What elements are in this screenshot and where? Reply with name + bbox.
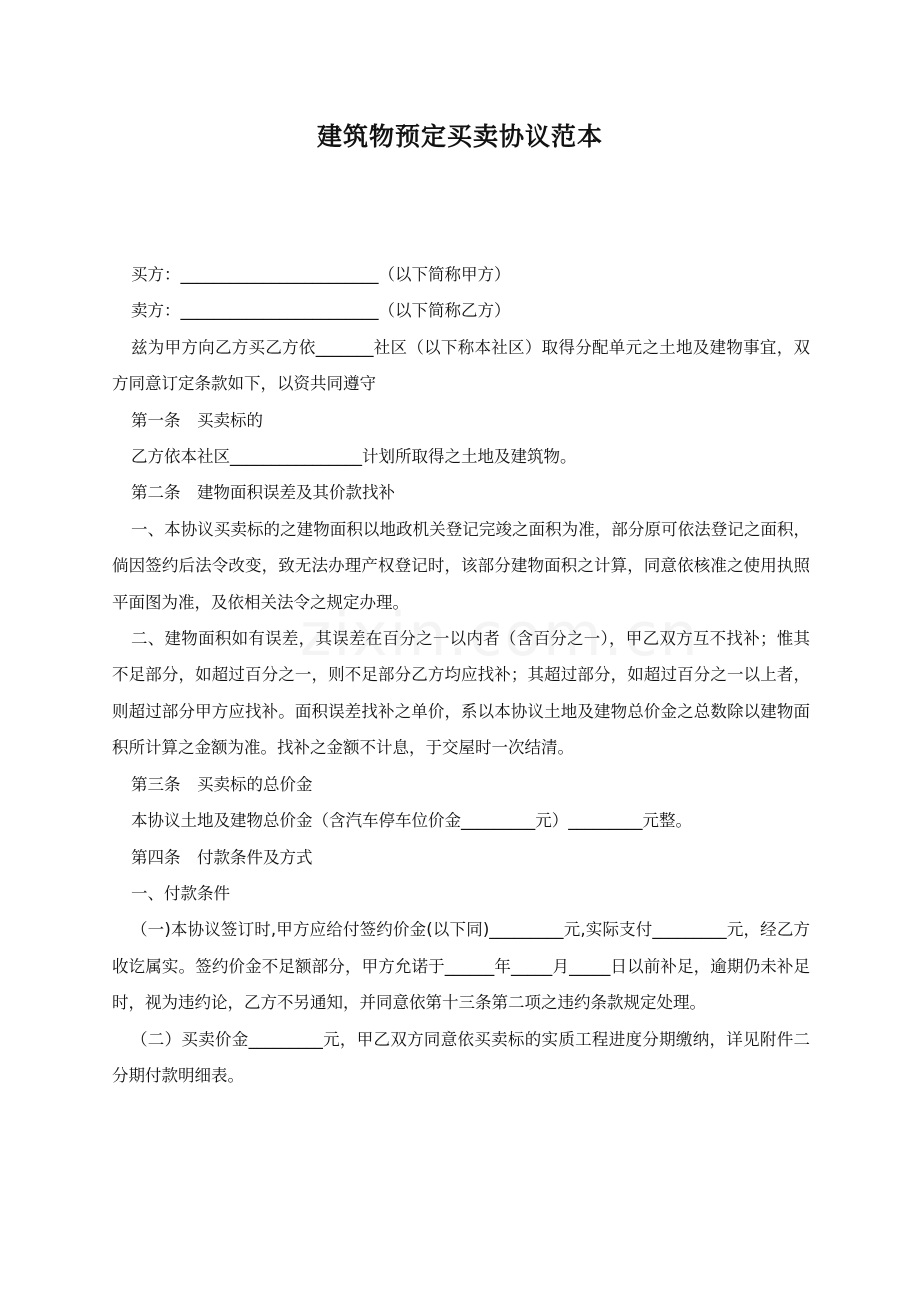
article-3-text: 本协议土地及建物总价金（含汽车停车位价金_________元）_________元整。 — [131, 811, 692, 831]
buyer-line: 买方：________________________（以下简称甲方） — [131, 265, 511, 284]
article-3-heading: 第三条 买卖标的总价金 — [131, 774, 313, 794]
article-2-clause-1: 一、本协议买卖标的之建物面积以地政机关登记完竣之面积为准，部分原可依法登记之面积，倘因签约后法令改变，致无法办理产权登记时，该部分建物面积之计算，同意依核准之使用执照平面图为准，及依相关法令之规定办理。 — [112, 519, 810, 612]
article-4-heading: 第四条 付款条件及方式 — [131, 847, 313, 867]
payment-clause-1: （一)本协议签订时,甲方应给付签约价金(以下同)_________元,实际支付_________元，经乙方收讫属实。签约价金不足额部分，甲方允诺于______年_____月_____日以前补足，逾期仍未补足时，视为违约论，乙方不另通知，并同意依第十三条第二项之违约条款规定处理。 — [112, 920, 810, 1013]
document-title: 建筑物预定买卖协议范本 — [316, 122, 603, 151]
document-body — [112, 257, 810, 1094]
article-1-heading: 第一条 买卖标的 — [131, 410, 263, 430]
payment-clause-2: （二）买卖价金_________元，甲乙双方同意依买卖标的实质工程进度分期缴纳，详见附件二分期付款明细表。 — [112, 1029, 810, 1085]
article-1-text: 乙方依本社区________________计划所取得之土地及建筑物。 — [131, 447, 577, 467]
article-2-heading: 第二条 建物面积误差及其价款找补 — [131, 483, 395, 503]
preamble-paragraph: 兹为甲方向乙方买乙方依_______社区（以下称本社区）取得分配单元之土地及建物事宜，双方同意订定条款如下，以资共同遵守 — [112, 337, 810, 394]
article-2-clause-2: 二、建物面积如有误差，其误差在百分之一以内者（含百分之一），甲乙双方互不找补；惟其不足部分，如超过百分之一，则不足部分乙方均应找补；其超过部分，如超过百分之一以上者，则超过部分甲方应找补。面积误差找补之单价，系以本协议土地及建物总价金之总数除以建物面积所计算之金额为准。找补之金额不计息，于交屋时一次结清。 — [112, 629, 810, 758]
payment-conditions-heading: 一、付款条件 — [131, 883, 230, 903]
seller-line: 卖方：________________________（以下简称乙方） — [131, 301, 511, 321]
